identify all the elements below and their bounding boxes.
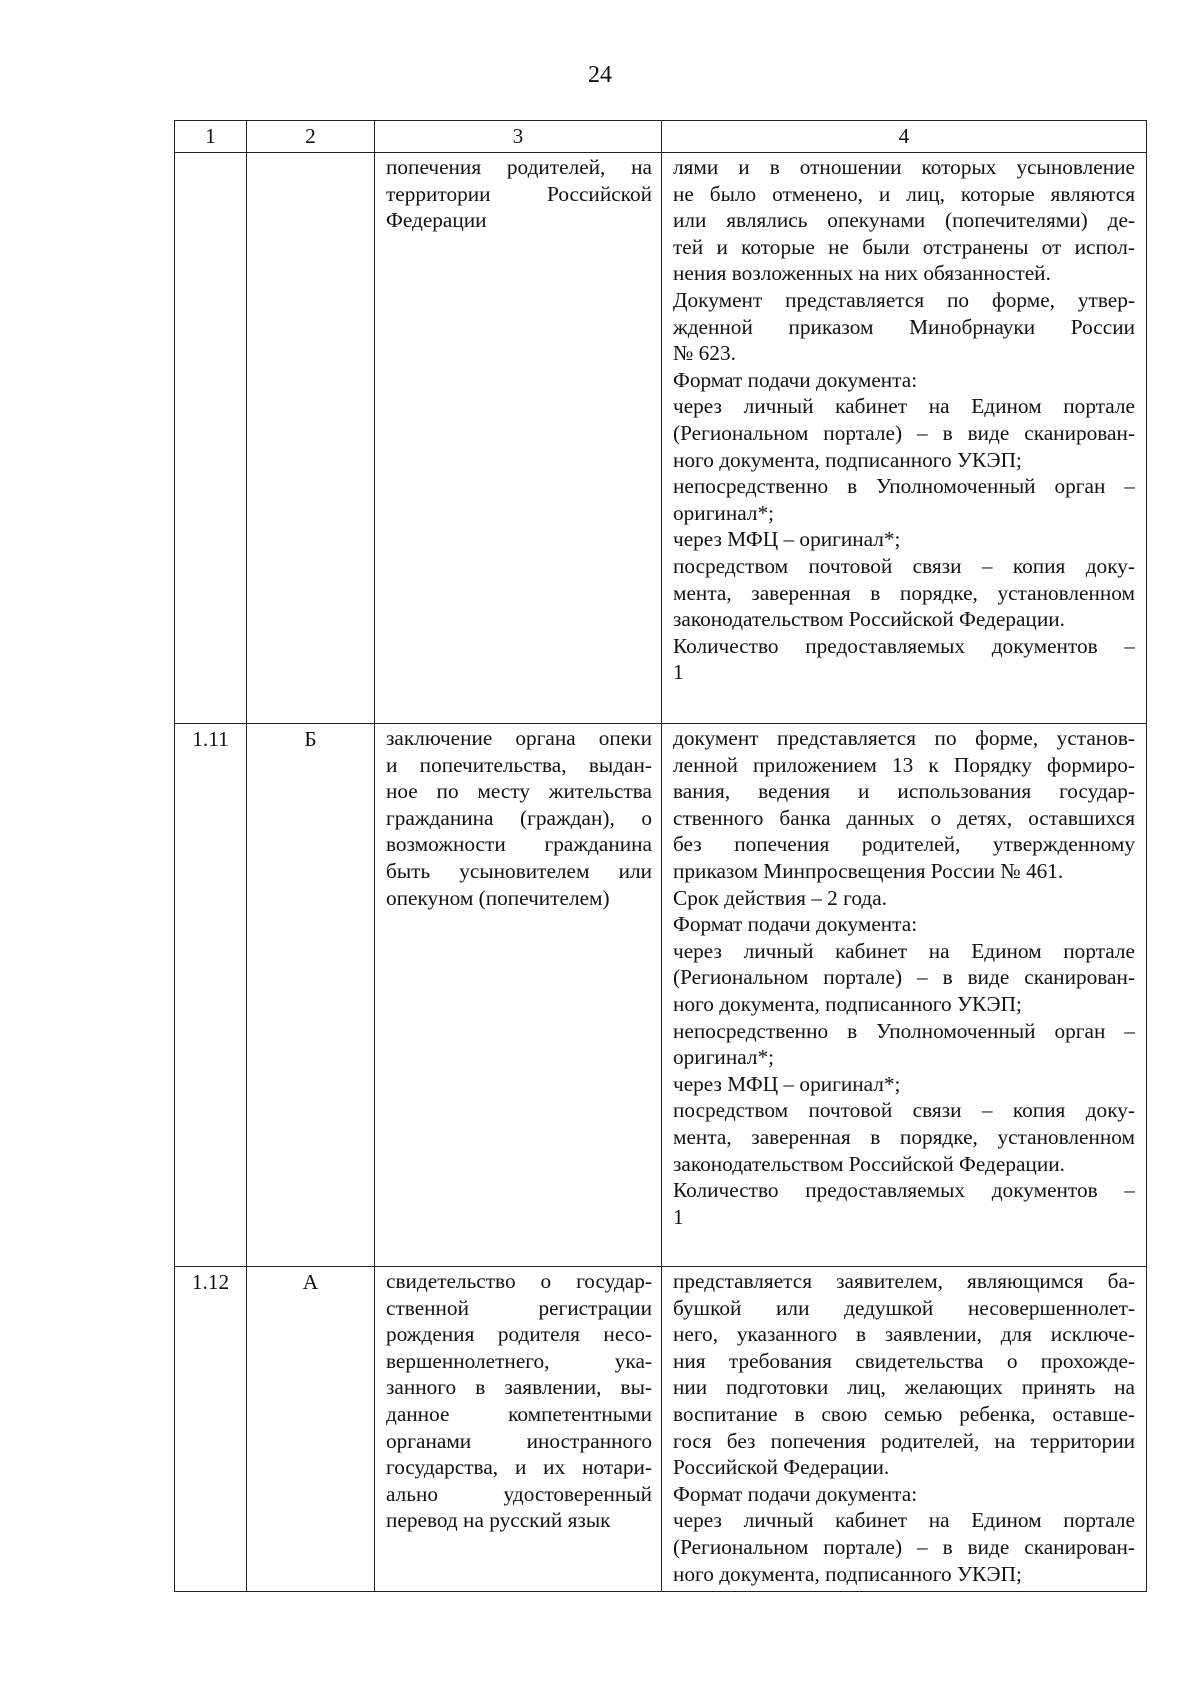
row-category: Б xyxy=(247,724,375,1267)
text-line: ственного банка данных о детях, оставшихся xyxy=(673,805,1135,830)
text-line: Формат подачи документа: xyxy=(673,367,918,392)
text-line: ственной регистрации xyxy=(386,1295,652,1320)
text-line: Срок действия – 2 года. xyxy=(673,885,887,910)
table-row xyxy=(175,1267,1147,1592)
text-line: ного документа, подписанного УКЭП; xyxy=(673,1561,1022,1586)
text-line: (Региональном портале) – в виде сканирован- xyxy=(673,1534,1135,1559)
text-line: через личный кабинет на Едином портале xyxy=(673,1508,1135,1533)
text-line: ного документа, подписанного УКЭП; xyxy=(673,991,1022,1016)
text-line: и попечительства, выдан- xyxy=(386,752,652,777)
text-line: нии подготовки лиц, желающих принять на xyxy=(673,1375,1135,1400)
text-line: оригинал*; xyxy=(673,500,775,525)
text-line: возможности гражданина xyxy=(386,832,652,857)
text-line: попечения родителей, на xyxy=(386,155,652,179)
table-row xyxy=(175,724,1147,1267)
text-line: законодательством Российской Федерации. xyxy=(673,1151,1065,1176)
text-line: мента, заверенная в порядке, установленном xyxy=(673,580,1135,605)
text-line: данное компетентными xyxy=(386,1401,652,1426)
text-line: воспитание в свою семью ребенка, оставше- xyxy=(673,1401,1135,1426)
text-line: приказом Минпросвещения России № 461. xyxy=(673,858,1064,883)
text-line: вания, ведения и использования государ- xyxy=(673,779,1135,804)
text-line: гося без попечения родителей, на территории xyxy=(673,1428,1135,1453)
text-line: 1 xyxy=(673,660,684,685)
text-line: без попечения родителей, утвержденному xyxy=(673,832,1135,857)
text-line: ного документа, подписанного УКЭП; xyxy=(673,447,1022,472)
text-line: Документ представляется по форме, утвер- xyxy=(673,287,1135,312)
row-category: А xyxy=(247,1267,375,1592)
document-name-cell xyxy=(375,1267,662,1592)
text-line: через МФЦ – оригинал*; xyxy=(673,527,901,552)
text-line: посредством почтовой связи – копия доку- xyxy=(673,553,1135,578)
text-line: через личный кабинет на Едином портале xyxy=(673,394,1135,419)
text-line: ально удостоверенный xyxy=(386,1481,652,1506)
text-line: не было отменено, и лиц, которые являются xyxy=(673,181,1135,206)
document-name-cell xyxy=(375,724,662,1267)
row-number xyxy=(175,153,247,724)
document-name-cell xyxy=(375,153,662,724)
text-line: нения возложенных на них обязанностей. xyxy=(673,261,1051,286)
table-header-row xyxy=(175,121,1147,153)
text-line: органами иностранного xyxy=(386,1428,652,1453)
text-line: 1 xyxy=(673,1204,684,1229)
text-line: перевод на русский язык xyxy=(386,1508,611,1533)
text-line: заключение органа опеки xyxy=(386,726,652,750)
page-number: 24 xyxy=(588,62,612,88)
text-line: территории Российской xyxy=(386,181,652,206)
text-line: мента, заверенная в порядке, установленном xyxy=(673,1124,1135,1149)
text-line: оригинал*; xyxy=(673,1045,775,1070)
document-description-cell xyxy=(662,1267,1147,1592)
text-line: занного в заявлении, вы- xyxy=(386,1375,652,1400)
text-line: него, указанного в заявлении, для исключе- xyxy=(673,1322,1135,1347)
text-line: ленной приложением 13 к Порядку формиро- xyxy=(673,752,1135,777)
column-header-4: 4 xyxy=(662,121,1147,153)
text-line: быть усыновителем или xyxy=(386,858,652,883)
text-line: представляется заявителем, являющимся ба- xyxy=(673,1269,1135,1293)
text-line: тей и которые не были отстранены от испол- xyxy=(673,234,1135,259)
text-line: бушкой или дедушкой несовершеннолет- xyxy=(673,1295,1135,1320)
text-line: (Региональном портале) – в виде сканирован- xyxy=(673,965,1135,990)
text-line: опекуном (попечителем) xyxy=(386,885,610,910)
text-line: через МФЦ – оригинал*; xyxy=(673,1071,901,1096)
table-row xyxy=(175,153,1147,724)
text-line: Количество предоставляемых документов – xyxy=(673,633,1135,658)
text-line: непосредственно в Уполномоченный орган – xyxy=(673,474,1135,499)
row-number: 1.11 xyxy=(175,724,247,1267)
column-header-3: 3 xyxy=(375,121,662,153)
text-line: Количество предоставляемых документов – xyxy=(673,1178,1135,1203)
text-line: лями и в отношении которых усыновление xyxy=(673,155,1135,179)
document-description-cell xyxy=(662,724,1147,1267)
text-line: свидетельство о государ- xyxy=(386,1269,652,1293)
row-number: 1.12 xyxy=(175,1267,247,1592)
text-line: Российской Федерации. xyxy=(673,1455,890,1480)
text-line: через личный кабинет на Едином портале xyxy=(673,938,1135,963)
document-table xyxy=(174,120,1147,1592)
column-header-1: 1 xyxy=(175,121,247,153)
text-line: (Региональном портале) – в виде сканирован- xyxy=(673,420,1135,445)
text-line: жденной приказом Минобрнауки России xyxy=(673,314,1135,339)
document-description-cell xyxy=(662,153,1147,724)
row-category xyxy=(247,153,375,724)
text-line: гражданина (граждан), о xyxy=(386,805,652,830)
text-line: Формат подачи документа: xyxy=(673,1481,918,1506)
column-header-2: 2 xyxy=(247,121,375,153)
text-line: ния требования свидетельства о прохожде- xyxy=(673,1348,1135,1373)
text-line: Формат подачи документа: xyxy=(673,912,918,937)
text-line: или являлись опекунами (попечителями) де- xyxy=(673,208,1135,233)
text-line: ное по месту жительства xyxy=(386,779,652,804)
text-line: вершеннолетнего, ука- xyxy=(386,1348,652,1373)
text-line: непосредственно в Уполномоченный орган – xyxy=(673,1018,1135,1043)
text-line: № 623. xyxy=(673,341,736,366)
text-line: посредством почтовой связи – копия доку- xyxy=(673,1098,1135,1123)
text-line: законодательством Российской Федерации. xyxy=(673,607,1065,632)
text-line: Федерации xyxy=(386,208,487,233)
text-line: документ представляется по форме, установ- xyxy=(673,726,1135,750)
text-line: рождения родителя несо- xyxy=(386,1322,652,1347)
text-line: государства, и их нотари- xyxy=(386,1455,652,1480)
